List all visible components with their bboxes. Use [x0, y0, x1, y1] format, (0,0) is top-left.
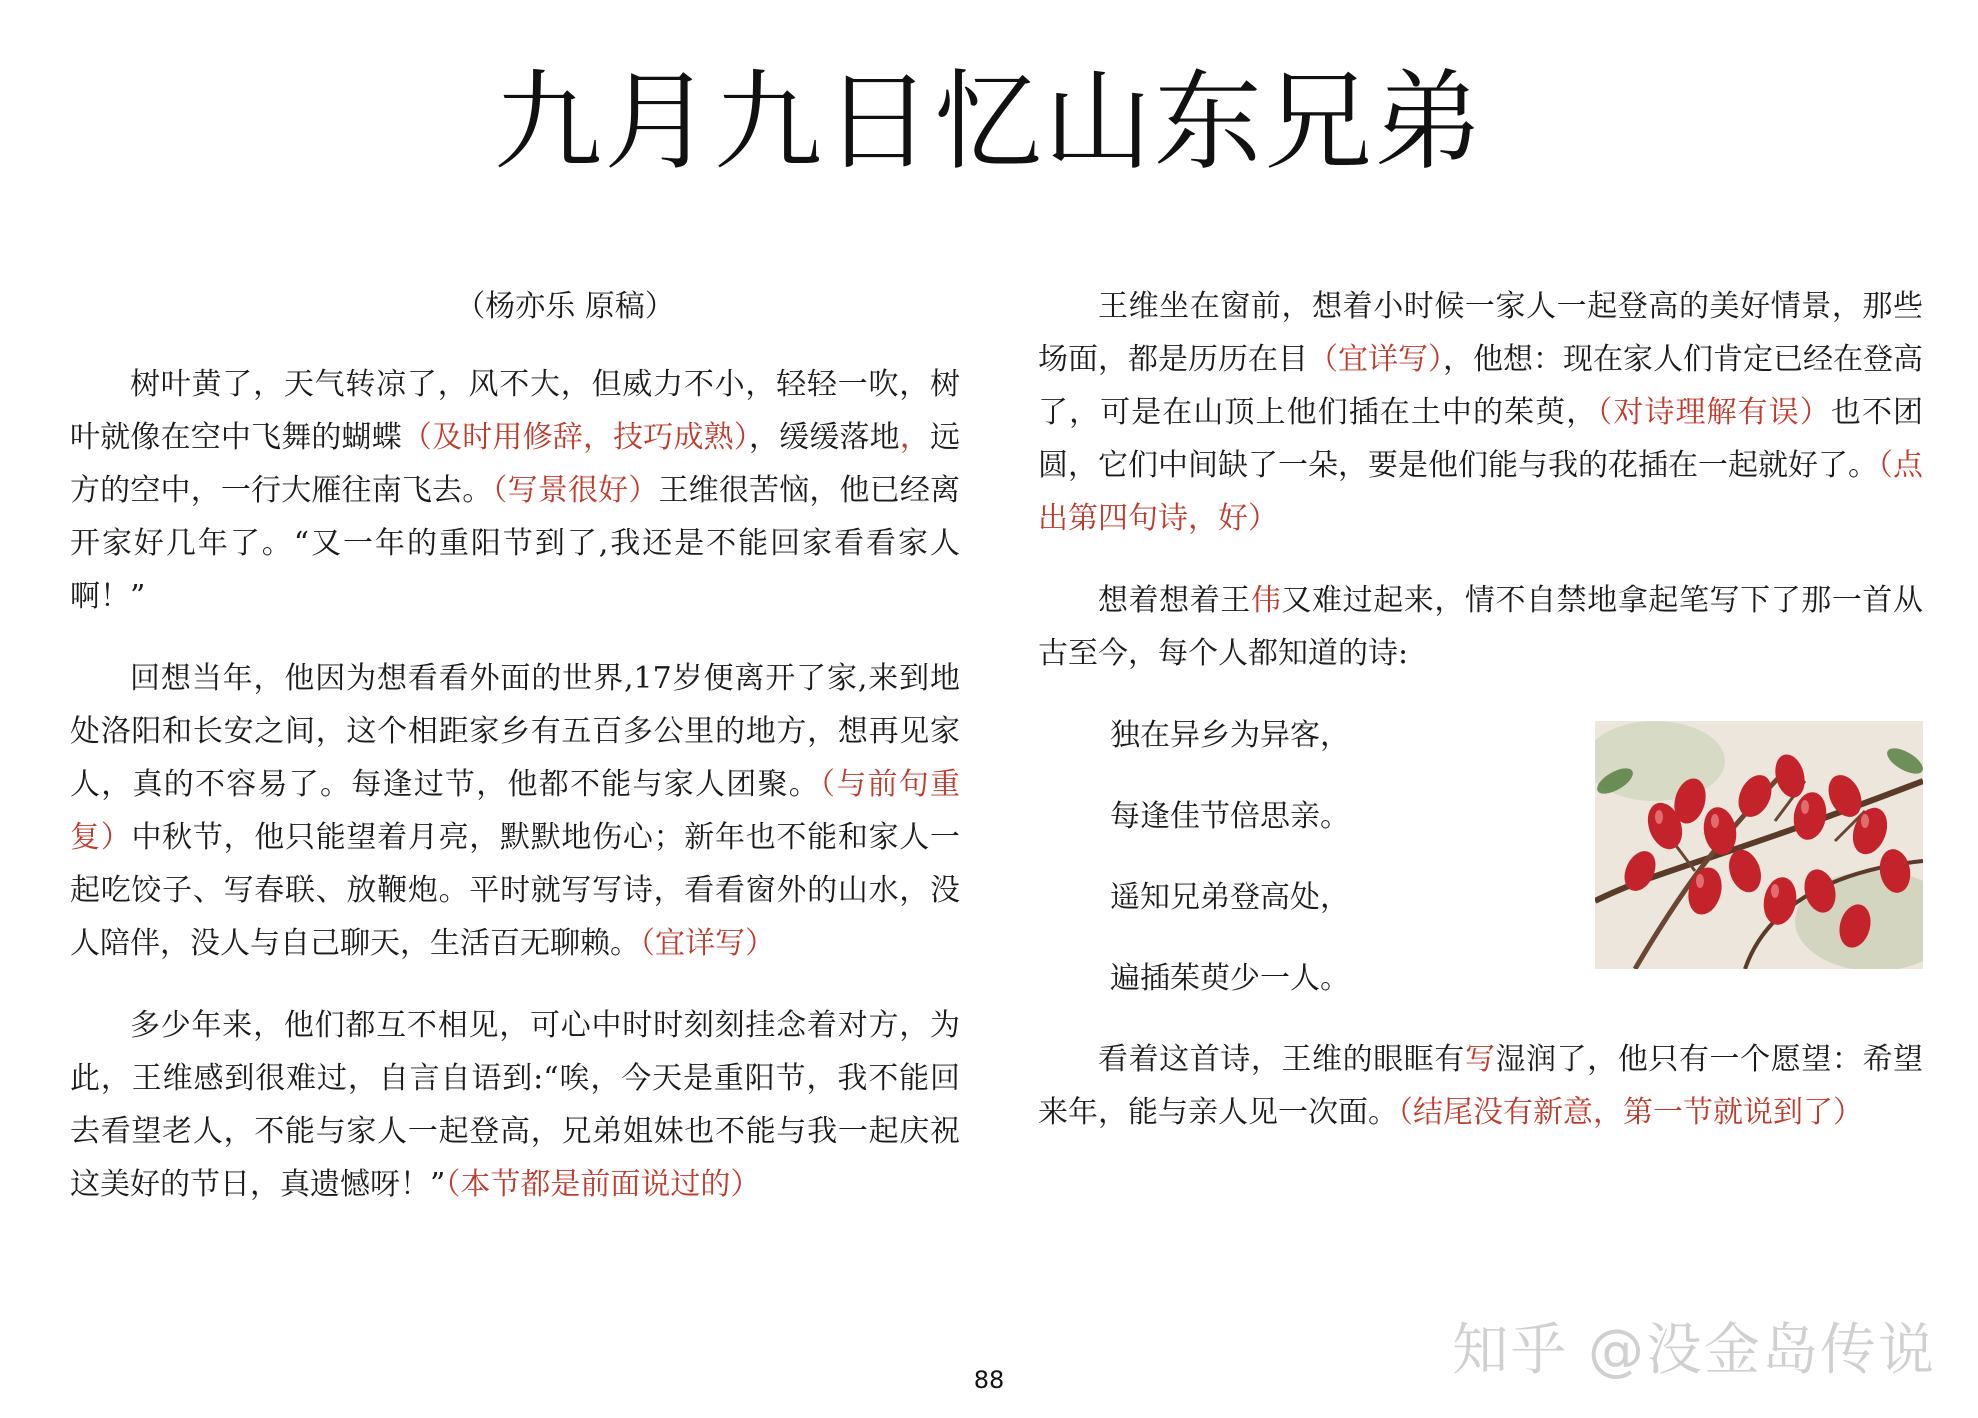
poem-block: [1038, 709, 1923, 1005]
teacher-comment: （与前句重复）: [70, 767, 960, 855]
teacher-comment: （及时用修辞，技巧成熟）: [401, 420, 749, 455]
paragraph: [1038, 1033, 1923, 1139]
author-credit: （杨亦乐 原稿）: [455, 289, 675, 324]
text-run: 王维很苦恼，他已经离开家好几年了。“又一年的重阳节到了,我还是不能回家看看家人啊！”: [70, 473, 961, 614]
text-run: 想着想着王: [1098, 583, 1251, 618]
teacher-comment: 写: [1464, 1042, 1496, 1077]
poem-line: 遍插茱萸少一人。: [1110, 961, 1350, 996]
teacher-comment: （结尾没有新意，第一节就说到了）: [1398, 1095, 1863, 1130]
text-run: 也不团圆，它们中间缺了一朵，要是他们能与我的花插在一起就好了。: [1038, 395, 1924, 483]
page-title: 九月九日忆山东兄弟: [493, 60, 1484, 185]
paragraph: [70, 999, 960, 1211]
text-run: 多少年来，他们都互不相见，可心中时时刻刻挂念着对方，为此，王维感到很难过，自言自语到:“唉，今天是重阳节，我不能回去看望老人，不能与家人一起登高，兄弟姐妹也不能与我一起庆祝这美好的节日，真遗憾呀！”: [70, 1008, 960, 1202]
text-run: 王维坐在窗前，想着小时候一家人一起登高的美好情景，那些场面，都是历历在目: [1038, 289, 1923, 377]
paragraph: [70, 358, 960, 623]
dogwood-berries-image: [1595, 721, 1923, 969]
left-paragraphs: [70, 358, 960, 1211]
text-run: 远方的空中，一行大雁往南飞去。: [70, 420, 961, 508]
teacher-comment: 伟: [1250, 583, 1282, 618]
teacher-comment: （点出第四句诗，好）: [1038, 448, 1923, 536]
right-paragraphs-top: [1038, 280, 1923, 680]
text-run: 中秋节，他只能望着月亮，默默地伤心；新年也不能和家人一起吃饺子、写春联、放鞭炮。平时就写写诗，看看窗外的山水，没人陪伴，没人与自己聊天，生活百无聊赖。: [70, 820, 961, 961]
paragraph: [70, 652, 960, 970]
paragraph: [1038, 574, 1923, 680]
right-column: [1038, 280, 1923, 1168]
text-run: 回想当年，他因为想看看外面的世界,17岁便离开了家,来到地处洛阳和长安之间，这个相距家乡有五百多公里的地方，想再见家人，真的不容易了。每逢过节，他都不能与家人团聚。: [70, 661, 960, 802]
right-paragraphs-bottom: [1038, 1033, 1923, 1139]
teacher-comment: （宜详写）: [640, 926, 775, 961]
poem-line: 遥知兄弟登高处，: [1110, 880, 1350, 915]
poem-line: 独在异乡为异客，: [1110, 718, 1350, 753]
text-run: 湿润了，他只有一个愿望：希望来年，能与亲人见一次面。: [1038, 1042, 1924, 1130]
text-run: 树叶黄了，天气转凉了，风不大，但威力不小，轻轻一吹，树叶就像在空中飞舞的蝴蝶: [70, 367, 960, 455]
teacher-comment: （写景很好）: [492, 473, 659, 508]
teacher-comment: （宜详写）: [1308, 342, 1443, 377]
watermark: 知乎 @没金岛传说: [1452, 1318, 1936, 1383]
text-run: 看着这首诗，王维的眼眶有: [1098, 1042, 1465, 1077]
text-run: 又难过起来，情不自禁地拿起笔写下了那一首从古至今，每个人都知道的诗:: [1038, 583, 1924, 671]
teacher-comment: （本节都是前面说过的）: [445, 1167, 761, 1202]
paragraph: [1038, 280, 1923, 545]
poem-line: 每逢佳节倍思亲。: [1110, 799, 1350, 834]
teacher-comment: ，: [899, 420, 931, 455]
berries-photo-icon: [1595, 721, 1923, 969]
text-run: ，他想：现在家人们肯定已经在登高了，可是在山顶上他们插在土中的茱萸，: [1038, 342, 1923, 430]
text-run: ，缓缓落地: [748, 420, 900, 455]
page-number: 88: [973, 1366, 1005, 1394]
left-column: [70, 280, 960, 1240]
teacher-comment: （对诗理解有误）: [1597, 395, 1831, 430]
